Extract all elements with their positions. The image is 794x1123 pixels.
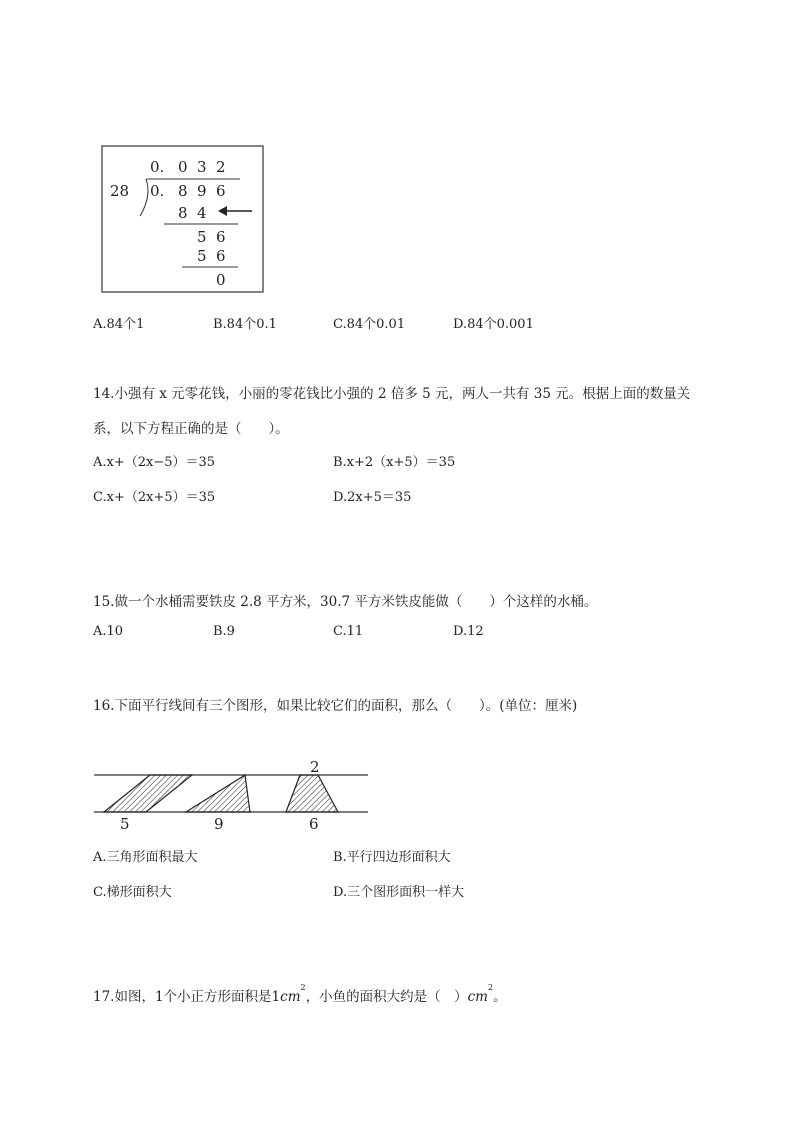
q16-option-c[interactable]: C.梯形面积大 <box>93 885 172 900</box>
quotient-digit: 3 <box>197 158 207 176</box>
q15-option-a[interactable]: A.10 <box>93 624 124 639</box>
quotient-digit: 0 <box>178 158 188 176</box>
q16-question: 16.下面平行线间有三个图形，如果比较它们的面积，那么（ ）。(单位：厘米) <box>93 698 578 714</box>
label-parallelogram: 5 <box>120 815 130 833</box>
q16-option-d[interactable]: D.三个图形面积一样大 <box>333 885 465 900</box>
step2-digit: 6 <box>216 247 226 265</box>
dividend-digit: 6 <box>216 182 226 200</box>
quotient-digit: 2 <box>216 158 226 176</box>
label-trapezoid: 6 <box>309 815 319 833</box>
dividend-digit: 0. <box>150 182 165 200</box>
q15-option-b[interactable]: B.9 <box>213 624 235 639</box>
final-remainder: 0 <box>216 271 226 289</box>
q16-option-b[interactable]: B.平行四边形面积大 <box>333 850 451 865</box>
remainder-digit: 6 <box>216 228 226 246</box>
q17-sup-a: 2 <box>300 983 306 992</box>
quotient-digit: 0. <box>150 158 165 176</box>
step1-digit: 4 <box>197 204 207 222</box>
label-triangle: 9 <box>214 815 224 833</box>
q17-sup-b: 2 <box>488 983 494 992</box>
dividend-digit: 8 <box>178 182 188 200</box>
trapezoid-shape <box>286 775 338 812</box>
q13-option-c[interactable]: C.84个0.01 <box>333 317 406 332</box>
q15-option-d[interactable]: D.12 <box>453 624 484 639</box>
q17-unit-a: cm <box>280 989 301 1005</box>
parallelogram-shape <box>104 775 192 812</box>
q17-unit-b: cm <box>467 989 488 1005</box>
q13-option-a[interactable]: A.84个1 <box>93 317 145 332</box>
q17-text-c: 。 <box>493 989 507 1005</box>
q13-option-b[interactable]: B.84个0.1 <box>213 317 277 332</box>
triangle-shape <box>186 775 250 812</box>
q13-option-d[interactable]: D.84个0.001 <box>453 317 534 332</box>
parallel-lines-figure <box>90 755 375 835</box>
step2-digit: 5 <box>197 247 207 265</box>
q14-option-c[interactable]: C.x+（2x+5）＝35 <box>93 490 216 505</box>
remainder-digit: 5 <box>197 228 207 246</box>
arrow-head-icon <box>218 206 227 216</box>
label-top: 2 <box>310 758 320 776</box>
division-bracket <box>140 179 148 216</box>
q14-option-d[interactable]: D.2x+5＝35 <box>333 490 412 505</box>
dividend-digit: 9 <box>197 182 207 200</box>
q14-option-b[interactable]: B.x+2（x+5）＝35 <box>333 455 456 470</box>
q15-question: 15.做一个水桶需要铁皮 2.8 平方米，30.7 平方米铁皮能做（ ）个这样的水桶。 <box>93 594 598 610</box>
q15-option-c[interactable]: C.11 <box>333 624 364 639</box>
q16-option-a[interactable]: A.三角形面积最大 <box>93 850 198 865</box>
step1-digit: 8 <box>178 204 188 222</box>
division-figure <box>100 144 266 296</box>
q14-question-line2: 系，以下方程正确的是（ ）。 <box>93 421 289 437</box>
q17-text-a: 17.如图，1个小正方形面积是1 <box>93 989 281 1005</box>
q17-text-b: ，小鱼的面积大约是（ ） <box>305 989 468 1005</box>
divisor: 28 <box>110 182 130 200</box>
q14-question-line1: 14.小强有 x 元零花钱，小丽的零花钱比小强的 2 倍多 5 元，两人一共有 35 元。根据上面的数量关 <box>93 386 691 402</box>
q17-question <box>93 985 507 1005</box>
q14-option-a[interactable]: A.x+（2x−5）＝35 <box>93 455 216 470</box>
